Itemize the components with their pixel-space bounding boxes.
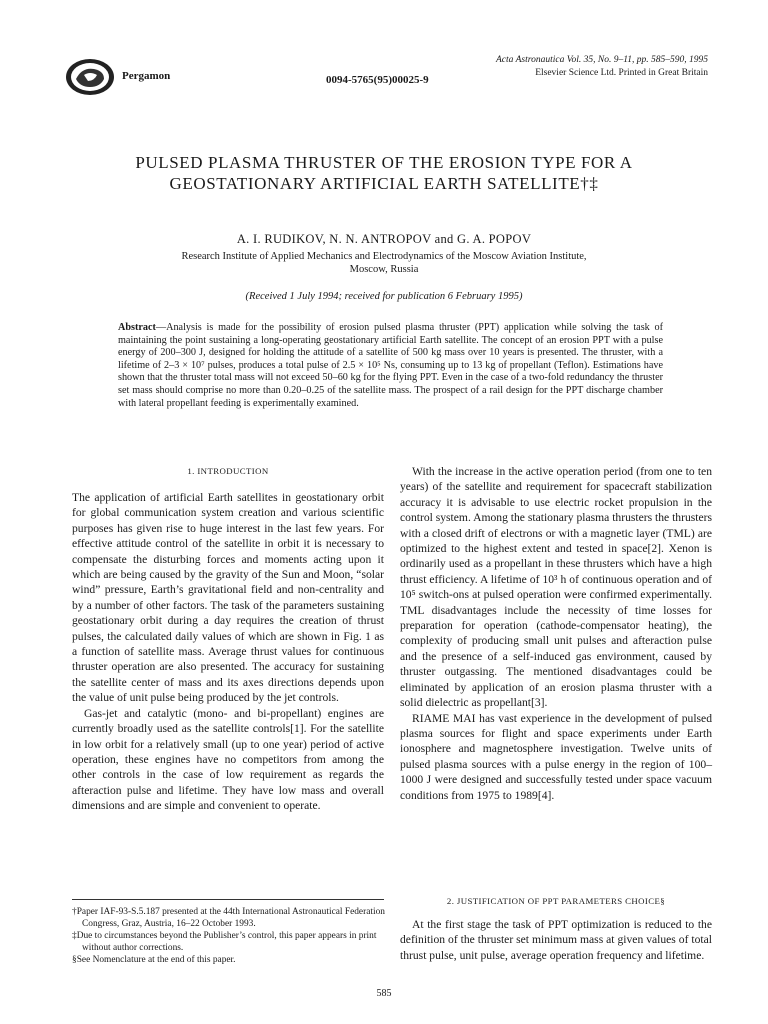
paragraph: At the first stage the task of PPT optimization is reduced to the definition of the thruster set minimum mass at given values of total thrust pulse, unit pulse, average operation frequency and lifetime.: [400, 918, 712, 962]
paragraph: The application of artificial Earth satellites in geostationary orbit for global communication system creation and various scientific purposes has given rise to huge interest in the last few years. For effective attitude control of the satellite in orbit it is necessary to compensate the disturbing forces and moments acting upon it which are being caused by the gravity of the Sun and Moon, “solar wind” pressure, Earth’s gravitational field and non-centrality and by a number of other factors. The task of the parameters sustaining geostationary orbit during a day requires the creation of thrust pulses, the calculated daily values of which are shown in Fig. 1 as a function of satellite mass. Average thrust values for continuous thruster operation are also presented. The accuracy for sustaining the satellite center of mass and its axes directions depends upon the value of unit pulse being produced by the jet controls.: [72, 491, 384, 705]
abstract-text: —Analysis is made for the possibility of erosion pulsed plasma thruster (PPT) application while solving the task of maintaining the point sustaining a long-operating geostationary artificial Earth satellite. The concept of an erosion PPT with a pulse energy of 200–300 J, designed for holding the attitude of a satellite of 500 kg mass over 10 years is presented. The thruster, with a lifetime of 2–3 × 10⁷ pulses, produces a total pulse of 2.5 × 10⁵ Ns, consuming up to 13 kg of propellant (Teflon). Estimations have shown that the thruster total mass will not exceed 50–60 kg for the flying PPT. Even in the case of a two-fold redundancy the thruster set mass should comprise no more than 0.20–0.25 of the satellite mass. The prospect of a rail design for the PPT discharge chamber with lateral propellant feeding is experimentally examined.: [118, 322, 663, 409]
affiliation: [100, 250, 668, 276]
paragraph: With the increase in the active operation period (from one to ten years) of the satellite and requirement for spacecraft stabilization accuracy it is advisable to use electric rocket propulsion in the control system. Among the stationary plasma thrusters the thrusters with a closed drift of electrons or with a magnetic layer (TML) are optimized to the highest extent and tested in space[2]. Xenon is ordinarily used as a propellant in these thrusters which have a high thrust efficiency. A lifetime of 10³ h of continuous operation and of 10⁵ switch-ons at pulsed operation were confirmed experimentally. TML disadvantages include the necessity of time losses for preparation for operation (cathode-compensator heating), the complexity of producing small unit pulses and afteraction pulse and the presence of a self-induced gas environment, caused by thruster outgassing. The mentioned disadvantages could be eliminated by application of an erosion plasma thruster with a solid dielectric as propellant[3].: [400, 465, 713, 710]
journal-line-1: Acta Astronautica Vol. 35, No. 9–11, pp. 585–590, 1995: [496, 55, 708, 65]
page-number: 585: [376, 988, 392, 999]
journal-citation: [496, 54, 708, 80]
authors: A. I. RUDIKOV, N. N. ANTROPOV and G. A. POPOV: [236, 232, 532, 246]
footnote: †Paper IAF-93-S.5.187 presented at the 44th International Astronautical Federation Congress, Graz, Austria, 16–22 October 1993.: [72, 907, 385, 929]
footnote-divider: [72, 899, 384, 900]
footnote: ‡Due to circumstances beyond the Publisher’s control, this paper appears in print without author corrections.: [72, 931, 377, 953]
paper-title: PULSED PLASMA THRUSTER OF THE EROSION TYPE FOR A GEOSTATIONARY ARTIFICIAL EARTH SATELLITE†‡: [135, 153, 633, 193]
paragraph: Gas-jet and catalytic (mono- and bi-propellant) engines are currently broadly used as the satellite controls[1]. For the satellite in low orbit for a relatively small (up to one year) period of active operation, these engines have no competitors from among the other controls in the case of low requirement as regards the afteraction pulse and lifetime. They have low mass and overall dimensions and are simple and convenient to operate.: [72, 706, 384, 813]
affiliation-line-1: Research Institute of Applied Mechanics and Electrodynamics of the Moscow Aviation Institute,: [181, 251, 587, 262]
affiliation-line-2: Moscow, Russia: [349, 264, 419, 275]
abstract-label: Abstract: [118, 322, 156, 333]
right-column: [400, 464, 712, 803]
abstract: [118, 322, 663, 410]
publisher-logo: [64, 57, 116, 97]
journal-line-2: Elsevier Science Ltd. Printed in Great Britain: [535, 68, 708, 78]
section-2-text: [400, 917, 712, 963]
publisher-name: Pergamon: [122, 70, 171, 82]
paragraph: RIAME MAI has vast experience in the development of pulsed plasma sources for flight and space experiments under Earth ionosphere and magnetosphere investigation. Twelve units of pulsed plasma sources with a pulse energy in the region of 100–1000 J were designed and successfully tested under space vacuum conditions from 1975 to 1989[4].: [400, 711, 712, 802]
left-column: [72, 490, 384, 814]
section-heading-introduction: 1. INTRODUCTION: [187, 466, 269, 476]
received-dates: (Received 1 July 1994; received for publication 6 February 1995): [245, 291, 523, 302]
section-heading-justification: 2. JUSTIFICATION OF PPT PARAMETERS CHOICE§: [446, 896, 666, 906]
article-code: 0094-5765(95)00025-9: [326, 74, 429, 86]
footnote: §See Nomenclature at the end of this paper.: [72, 955, 236, 965]
footnotes: [72, 906, 386, 966]
